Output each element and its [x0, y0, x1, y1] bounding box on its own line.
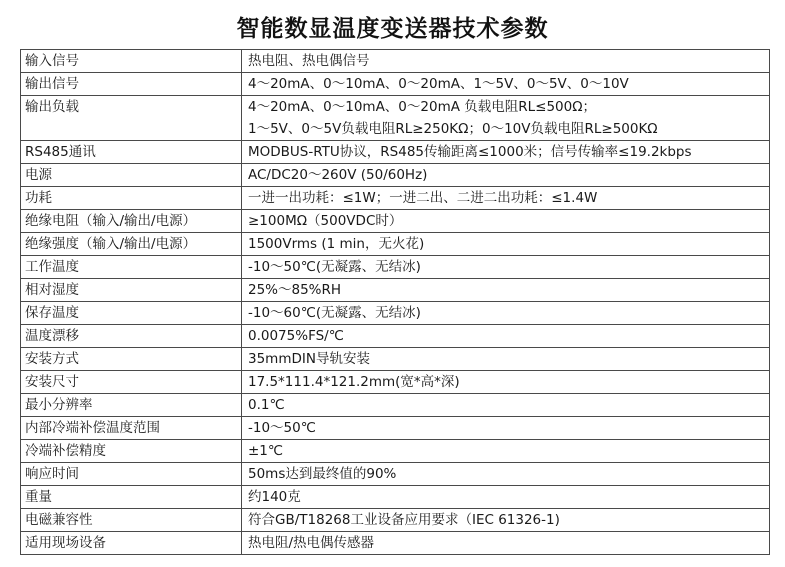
table-row — [21, 394, 770, 417]
spec-table — [20, 49, 770, 555]
param-value: 0.1℃ — [242, 394, 770, 417]
param-label: 响应时间 — [21, 463, 242, 486]
param-label: 重量 — [21, 486, 242, 509]
param-value-cell — [242, 96, 770, 141]
param-label: RS485通讯 — [21, 141, 242, 164]
table-row — [21, 141, 770, 164]
table-row — [21, 440, 770, 463]
param-value: 35mmDIN导轨安装 — [242, 348, 770, 371]
param-value-line: 1～5V、0～5V负载电阻RL≥250KΩ；0～10V负载电阻RL≥500KΩ — [248, 121, 658, 137]
param-value-line: 4～20mA、0～10mA、0～20mA 负载电阻RL≤500Ω； — [248, 99, 597, 115]
table-row — [21, 348, 770, 371]
table-row — [21, 532, 770, 555]
page-title: 智能数显温度变送器技术参数 — [236, 16, 549, 42]
param-value: AC/DC20～260V (50/60Hz) — [242, 164, 770, 187]
param-value: MODBUS-RTU协议，RS485传输距离≤1000米；信号传输率≤19.2kbps — [242, 141, 770, 164]
param-label: 温度漂移 — [21, 325, 242, 348]
param-value: -10～60℃(无凝露、无结冰) — [242, 302, 770, 325]
table-row — [21, 50, 770, 73]
table-row — [21, 509, 770, 532]
param-value: 热电阻、热电偶信号 — [242, 50, 770, 73]
param-label: 电磁兼容性 — [21, 509, 242, 532]
param-value: -10～50℃(无凝露、无结冰) — [242, 256, 770, 279]
param-value: 17.5*111.4*121.2mm(宽*高*深) — [242, 371, 770, 394]
table-row — [21, 73, 770, 96]
table-row — [21, 463, 770, 486]
table-row — [21, 302, 770, 325]
param-value: 25%～85%RH — [242, 279, 770, 302]
param-label: 工作温度 — [21, 256, 242, 279]
param-label: 输出负载 — [21, 96, 242, 141]
table-row — [21, 187, 770, 210]
param-label: 输出信号 — [21, 73, 242, 96]
param-label: 电源 — [21, 164, 242, 187]
param-value: ±1℃ — [242, 440, 770, 463]
param-label: 最小分辨率 — [21, 394, 242, 417]
param-value: -10～50℃ — [242, 417, 770, 440]
table-row — [21, 371, 770, 394]
param-value: 符合GB/T18268工业设备应用要求（IEC 61326-1) — [242, 509, 770, 532]
param-value: 热电阻/热电偶传感器 — [242, 532, 770, 555]
param-label: 安装方式 — [21, 348, 242, 371]
param-label: 内部冷端补偿温度范围 — [21, 417, 242, 440]
param-label: 功耗 — [21, 187, 242, 210]
param-label: 安装尺寸 — [21, 371, 242, 394]
table-row — [21, 417, 770, 440]
param-label: 保存温度 — [21, 302, 242, 325]
table-row — [21, 96, 770, 141]
param-label: 冷端补偿精度 — [21, 440, 242, 463]
param-value: 约140克 — [242, 486, 770, 509]
table-row — [21, 164, 770, 187]
param-label: 绝缘电阻（输入/输出/电源） — [21, 210, 242, 233]
param-label: 绝缘强度（输入/输出/电源） — [21, 233, 242, 256]
table-row — [21, 486, 770, 509]
param-label: 相对湿度 — [21, 279, 242, 302]
table-row — [21, 279, 770, 302]
param-value: 4～20mA、0～10mA、0～20mA、1～5V、0～5V、0～10V — [242, 73, 770, 96]
param-value: 50ms达到最终值的90% — [242, 463, 770, 486]
param-value: 1500Vrms (1 min，无火花) — [242, 233, 770, 256]
param-label: 适用现场设备 — [21, 532, 242, 555]
table-row — [21, 210, 770, 233]
param-value: ≥100MΩ（500VDC时） — [242, 210, 770, 233]
table-row — [21, 233, 770, 256]
table-row — [21, 256, 770, 279]
table-row — [21, 325, 770, 348]
param-value: 0.0075%FS/℃ — [242, 325, 770, 348]
param-value: 一进一出功耗：≤1W；一进二出、二进二出功耗：≤1.4W — [242, 187, 770, 210]
param-label: 输入信号 — [21, 50, 242, 73]
